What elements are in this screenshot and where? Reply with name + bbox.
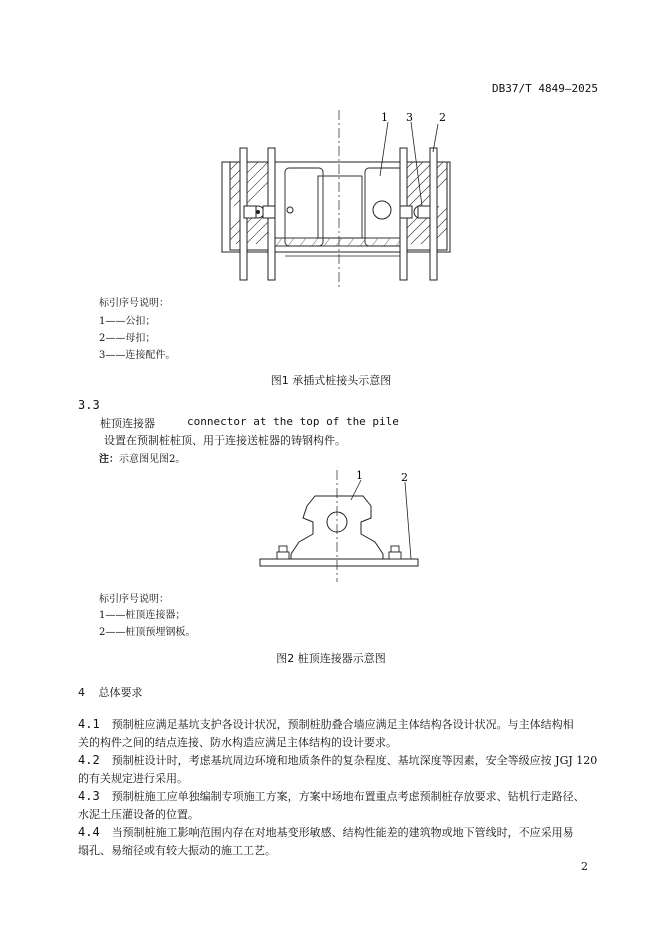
clause-line: 预制桩施工应单独编制专项施工方案，方案中场地布置重点考虑预制桩存放要求、钻机行走路径、 (111, 790, 585, 803)
clause-4-4 (78, 824, 574, 840)
figure1-callout-1: 1 (381, 111, 388, 124)
section-4-number: 4 (78, 686, 85, 699)
clause-number: 4.1 (78, 717, 100, 731)
clause-line: 当预制桩施工影响范围内存在对地基变形敏感、结构性能差的建筑物或地下管线时，不应采用易 (111, 826, 574, 839)
figure2-legend-item: 1——桩顶连接器； (99, 610, 186, 621)
clause-4-2-cont: 的有关规定进行采用。 (78, 772, 188, 785)
figure1-drawing (200, 110, 480, 290)
figure2-callout-2: 2 (401, 471, 408, 484)
figure2-drawing (255, 470, 425, 585)
note-label: 注： (99, 454, 119, 465)
note-text: 示意图见图2。 (119, 454, 186, 465)
clause-number: 4.2 (78, 753, 100, 767)
section-4-heading (78, 684, 143, 700)
bolts (244, 206, 430, 218)
clause-number: 4.3 (78, 789, 100, 803)
figure2-caption: 图2 桩顶连接器示意图 (276, 652, 386, 665)
figure1-caption: 图1 承插式桩接头示意图 (270, 374, 392, 387)
page-number: 2 (581, 860, 588, 873)
section-3-3-number: 3.3 (78, 398, 100, 412)
figure1-legend-item: 3——连接配件。 (99, 350, 176, 361)
figure1-callout-3: 3 (406, 111, 413, 124)
clause-4-1 (78, 716, 574, 732)
clause-4-2 (78, 752, 597, 768)
clause-4-1-cont: 关的构件之间的结点连接、防水构造应满足主体结构的设计要求。 (78, 736, 397, 749)
figure2-legend-item: 2——桩顶预埋钢板。 (99, 627, 196, 638)
clause-line: 预制桩应满足基坑支护各设计状况，预制桩肋叠合墙应满足主体结构各设计状况。与主体结构相 (111, 718, 574, 731)
figure1-legend-title: 标引序号说明： (99, 298, 169, 309)
document-code: DB37/T 4849—2025 (492, 82, 598, 95)
clause-4-4-cont: 塌孔、易缩径或有较大振动的施工工艺。 (78, 844, 276, 857)
section-4-title: 总体要求 (98, 686, 143, 699)
term-definition: 设置在预制桩桩顶、用于连接送桩器的铸钢构件。 (104, 434, 346, 447)
figure1-legend-item: 1——公扣； (99, 316, 156, 327)
clause-4-3-cont: 水泥土压灌设备的位置。 (78, 808, 199, 821)
embedded-steel-plate (260, 559, 418, 566)
term-en: connector at the top of the pile (187, 415, 399, 428)
term-note (99, 450, 185, 465)
term-cn: 桩顶连接器 (100, 417, 155, 430)
figure2-legend-title: 标引序号说明： (99, 594, 169, 605)
clause-line: 预制桩设计时，考虑基坑周边环境和地质条件的复杂程度、基坑深度等因素，安全等级应按 JGJ 120 (111, 754, 598, 767)
clause-4-3 (78, 788, 585, 804)
figure1-callout-2: 2 (439, 111, 446, 124)
clause-number: 4.4 (78, 825, 100, 839)
figure1-legend-item: 2——母扣； (99, 333, 156, 344)
figure2-callout-1: 1 (356, 470, 363, 482)
